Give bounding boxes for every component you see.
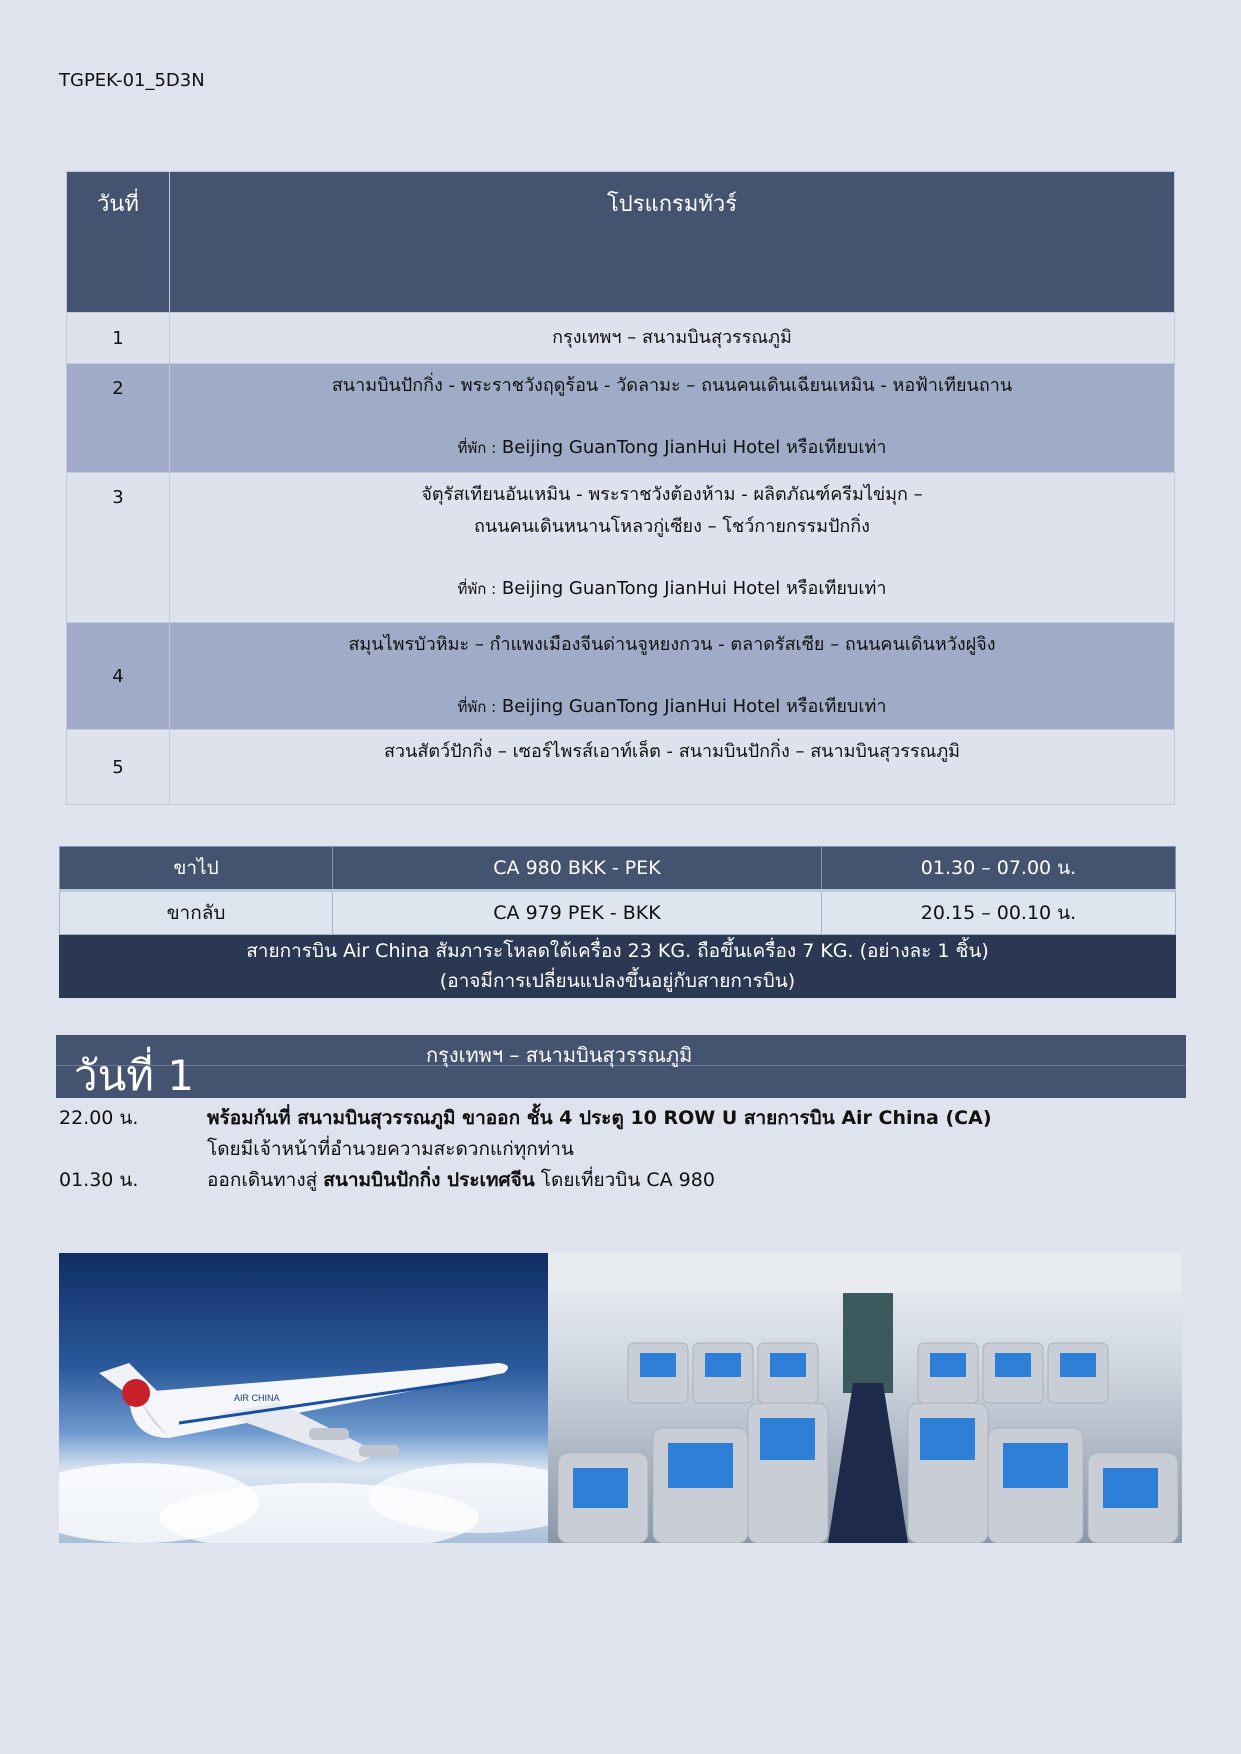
- day-route-cont: ถนนคนเดินหนานโหลวกู่เซียง – โชว์กายกรรมปักกิ่ง: [474, 516, 870, 537]
- hotel-line: ที่พัก : Beijing GuanTong JianHui Hotel หรือเทียบเท่า: [457, 578, 887, 599]
- schedule-time: 01.30 น.: [59, 1169, 139, 1191]
- cabin-photo: [548, 1253, 1182, 1543]
- outbound-label: ขาไป: [60, 847, 333, 891]
- outbound-flight: CA 980 BKK - PEK: [333, 847, 822, 891]
- schedule-time: 22.00 น.: [59, 1107, 139, 1129]
- airplane-illustration: [59, 1253, 548, 1543]
- cabin-illustration: [548, 1253, 1182, 1543]
- day-number: 1: [67, 313, 170, 364]
- day-program: สวนสัตว์ปักกิ่ง – เซอร์ไพรส์เอาท์เล็ต - สนามบินปักกิ่ง – สนามบินสุวรรณภูมิ: [170, 730, 1175, 805]
- hotel-line: ที่พัก : Beijing GuanTong JianHui Hotel หรือเทียบเท่า: [457, 696, 887, 717]
- airline-note-row: [60, 935, 1176, 998]
- return-flight: CA 979 PEK - BKK: [333, 891, 822, 935]
- day-program: [170, 364, 1175, 473]
- day-program: [170, 623, 1175, 730]
- flight-table: [59, 846, 1176, 998]
- day-route: สนามบินปักกิ่ง - พระราชวังฤดูร้อน - วัดลามะ – ถนนคนเดินเฉียนเหมิน - หอฟ้าเทียนถาน: [331, 375, 1013, 396]
- day-program: [170, 473, 1175, 623]
- schedule-text: ออกเดินทางสู่ สนามบินปักกิ่ง ประเทศจีน โดยเที่ยวบิน CA 980: [207, 1169, 715, 1191]
- day-number: 5: [67, 730, 170, 805]
- header-day: วันที่: [67, 172, 170, 313]
- airplane-photo: [59, 1253, 548, 1543]
- outbound-time: 01.30 – 07.00 น.: [822, 847, 1176, 891]
- schedule-text: พร้อมกันที่ สนามบินสุวรรณภูมิ ขาออก ชั้น 4 ประตู 10 ROW U สายการบิน Air China (CA): [207, 1107, 992, 1129]
- itinerary-header-row: [67, 172, 1175, 313]
- hotel-line: ที่พัก : Beijing GuanTong JianHui Hotel หรือเทียบเท่า: [457, 437, 887, 458]
- day-program: กรุงเทพฯ – สนามบินสุวรรณภูมิ: [170, 313, 1175, 364]
- return-label: ขากลับ: [60, 891, 333, 935]
- day1-banner: [56, 1035, 1186, 1098]
- schedule-text-cont: โดยมีเจ้าหน้าที่อำนวยความสะดวกแก่ทุกท่าน: [207, 1138, 574, 1160]
- document-code: TGPEK-01_5D3N: [59, 70, 205, 91]
- itinerary-row: [67, 623, 1175, 730]
- return-time: 20.15 – 00.10 น.: [822, 891, 1176, 935]
- itinerary-row: [67, 364, 1175, 473]
- outbound-flight-row: [60, 847, 1176, 891]
- itinerary-row: [67, 730, 1175, 805]
- day-route: จัตุรัสเทียนอันเหมิน - พระราชวังต้องห้าม - ผลิตภัณฑ์ครีมไข่มุก –: [421, 484, 923, 505]
- return-flight-row: [60, 891, 1176, 935]
- day-number: 3: [67, 473, 170, 623]
- itinerary-row: [67, 473, 1175, 623]
- itinerary-table: [66, 171, 1175, 805]
- day-route: สมุนไพรบัวหิมะ – กำแพงเมืองจีนด่านจูหยงกวน - ตลาดรัสเซีย – ถนนคนเดินหวังฝูจิง: [348, 634, 996, 655]
- airline-note: สายการบิน Air China สัมภาระโหลดใต้เครื่อง 23 KG. ถือขึ้นเครื่อง 7 KG. (อย่างละ 1 ชิ้น) (อาจมีการเปลี่ยนแปลงขึ้นอยู่กับสายการบิน): [60, 935, 1176, 998]
- day1-title: วันที่ 1: [74, 1051, 195, 1100]
- day-number: 4: [67, 623, 170, 730]
- day-number: 2: [67, 364, 170, 473]
- header-program: โปรแกรมทัวร์: [170, 172, 1175, 313]
- itinerary-row: [67, 313, 1175, 364]
- livery-text: AIR CHINA: [234, 1393, 280, 1403]
- day1-route: กรุงเทพฯ – สนามบินสุวรรณภูมิ: [426, 1043, 693, 1067]
